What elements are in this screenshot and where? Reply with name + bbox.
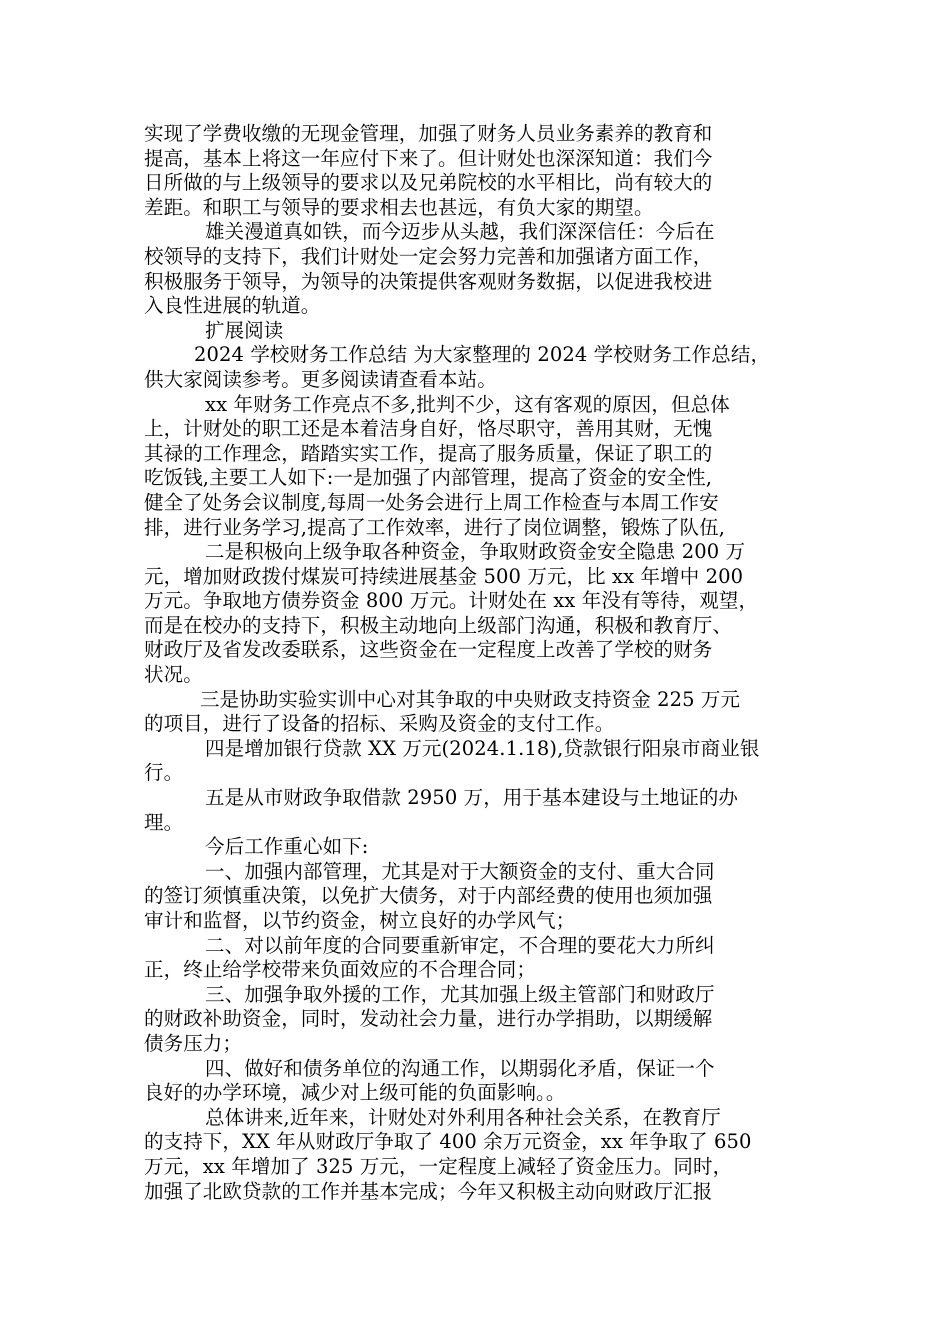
text-line: 雄关漫道真如铁，而今迈步从头越，我们深深信任：今后在 xyxy=(205,220,715,244)
text-line: 差距。和职工与领导的要求相去也甚远，有负大家的期望。 xyxy=(144,195,654,219)
text-line: 五是从市财政争取借款 2950 万，用于基本建设与土地证的办 xyxy=(205,786,739,810)
text-line: 今后工作重心如下: xyxy=(205,835,369,859)
text-line: 的项目，进行了设备的招标、采购及资金的支付工作。 xyxy=(144,712,615,736)
text-line: 供大家阅读参考。更多阅读请查看本站。 xyxy=(144,367,497,391)
text-line: 实现了学费收缴的无现金管理，加强了财务人员业务素养的教育和 xyxy=(144,122,713,145)
text-line: 万元。争取地方债券资金 800 万元。计财处在 xx 年没有等待，观望， xyxy=(144,589,759,613)
text-line: 校领导的支持下，我们计财处一定会努力完善和加强诸方面工作， xyxy=(144,244,713,268)
text-line: 行。 xyxy=(144,761,184,785)
text-line: 入良性进展的轨道。 xyxy=(144,294,321,318)
text-line: 扩展阅读 xyxy=(205,318,284,342)
text-line: 理。 xyxy=(144,810,184,834)
text-line: 的财政补助资金，同时，发动社会力量，进行办学捐助，以期缓解 xyxy=(144,1007,713,1031)
text-line: 吃饭钱,主要工人如下:一是加强了内部管理，提高了资金的安全性, xyxy=(144,466,713,490)
text-line: 财政厅及省发改委联系，这些资金在一定程度上改善了学校的财务 xyxy=(144,638,713,662)
text-line: 上，计财处的职工还是本着洁身自好，恪尽职守，善用其财，无愧 xyxy=(144,417,713,441)
text-line: 万元，xx 年增加了 325 万元，一定程度上减轻了资金压力。同时， xyxy=(144,1154,733,1178)
text-line: 状况。 xyxy=(144,663,203,687)
text-line: 排，进行业务学习,提高了工作效率，进行了岗位调整，锻炼了队伍, xyxy=(144,515,725,539)
text-line: 总体讲来,近年来，计财处对外利用各种社会关系，在教育厅 xyxy=(205,1105,721,1129)
text-line: 其禄的工作理念，踏踏实实工作，提高了服务质量，保证了职工的 xyxy=(144,441,713,465)
text-line: 审计和监督，以节约资金，树立良好的办学风气； xyxy=(144,909,576,932)
text-line: 良好的办学环境，减少对上级可能的负面影响。。 xyxy=(144,1081,566,1105)
text-line: 日所做的与上级领导的要求以及兄弟院校的水平相比，尚有较大的 xyxy=(144,171,713,195)
text-line: 三是协助实验实训中心对其争取的中央财政支持资金 225 万元 xyxy=(200,687,741,711)
text-line: xx 年财务工作亮点不多,批判不少，这有客观的原因，但总体 xyxy=(205,392,730,416)
text-line: 二、对以前年度的合同要重新审定，不合理的要花大力所纠 xyxy=(205,933,715,957)
document-body xyxy=(144,122,808,1204)
text-line: 正，终止给学校带来负面效应的不合理合同； xyxy=(144,958,537,982)
text-line: 二是积极向上级争取各种资金，争取财政资金安全隐患 200 万 xyxy=(205,540,746,564)
text-line: 四是增加银行贷款 XX 万元(2024.1.18),贷款银行阳泉市商业银 xyxy=(205,736,760,760)
text-line: 的签订须慎重决策，以免扩大债务，对于内部经费的使用也须加强 xyxy=(144,884,713,908)
text-line: 债务压力； xyxy=(144,1031,243,1055)
text-line: 提高，基本上将这一年应付下来了。但计财处也深深知道：我们今 xyxy=(144,146,713,170)
text-line: 积极服务于领导，为领导的决策提供客观财务数据，以促进我校进 xyxy=(144,269,713,293)
text-line: 2024 学校财务工作总结 为大家整理的 2024 学校财务工作总结， xyxy=(194,343,771,367)
text-line: 而是在校办的支持下，积极主动地向上级部门沟通，积极和教育厅、 xyxy=(144,613,733,637)
text-line: 的支持下，XX 年从财政厅争取了 400 余万元资金，xx 年争取了 650 xyxy=(144,1130,752,1154)
text-line: 四、做好和债务单位的沟通工作，以期弱化矛盾，保证一个 xyxy=(205,1056,715,1080)
text-line: 一、加强内部管理，尤其是对于大额资金的支付、重大合同 xyxy=(205,859,715,883)
text-line: 健全了处务会议制度,每周一处务会进行上周工作检查与本周工作安 xyxy=(144,490,719,514)
text-line: 加强了北欧贷款的工作并基本完成；今年又积极主动向财政厅汇报 xyxy=(144,1179,713,1203)
text-line: 三、加强争取外援的工作，尤其加强上级主管部门和财政厅 xyxy=(205,982,715,1006)
text-line: 元，增加财政拨付煤炭可持续进展基金 500 万元，比 xx 年增中 200 xyxy=(144,564,744,588)
